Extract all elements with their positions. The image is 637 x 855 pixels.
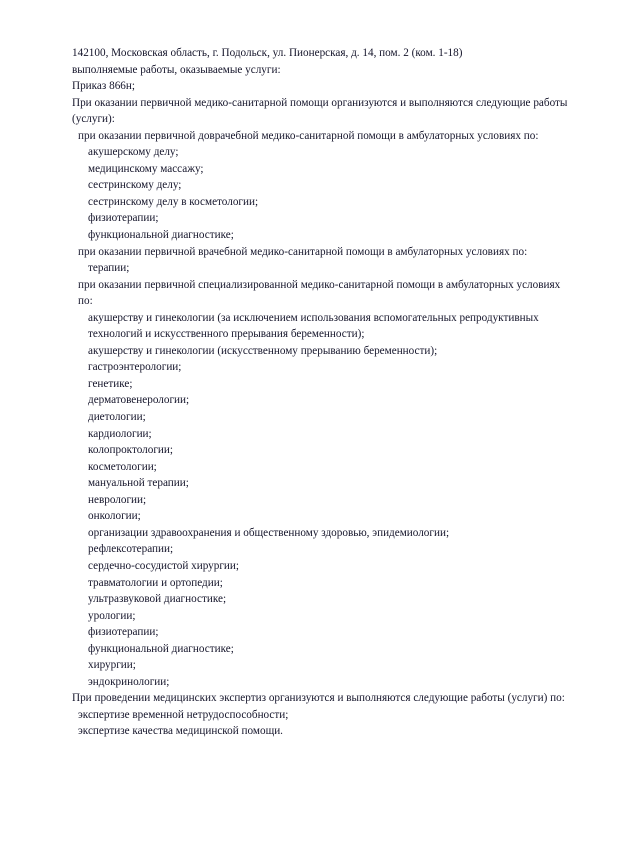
document-text-body bbox=[72, 45, 577, 740]
document-line: экспертизе временной нетрудоспособности; bbox=[78, 708, 289, 721]
document-line: ультразвуковой диагностике; bbox=[88, 593, 227, 606]
document-line: медицинскому массажу; bbox=[88, 162, 204, 175]
document-line: при оказании первичной специализированной медико-санитарной помощи в амбулаторных условиях по: bbox=[78, 278, 561, 308]
document-line: 142100, Московская область, г. Подольск, ул. Пионерская, д. 14, пом. 2 (ком. 1-18) bbox=[72, 47, 463, 59]
document-line: акушерству и гинекологии (за исключением использования вспомогательных репродуктивных технологий и искусственного прерывания беременности); bbox=[88, 311, 539, 341]
document-line: мануальной терапии; bbox=[88, 477, 189, 490]
document-line: урологии; bbox=[88, 609, 136, 622]
document-line: рефлексотерапии; bbox=[88, 543, 174, 556]
document-line: дерматовенерологии; bbox=[88, 394, 190, 407]
document-line: кардиологии; bbox=[88, 427, 152, 440]
document-line: физиотерапии; bbox=[88, 626, 159, 639]
document-line: Приказ 866н; bbox=[72, 80, 135, 93]
document-line: экспертизе качества медицинской помощи. bbox=[78, 725, 283, 738]
document-line: колопроктологии; bbox=[88, 444, 173, 457]
document-line: акушерскому делу; bbox=[88, 146, 179, 159]
document-line: При проведении медицинских экспертиз организуются и выполняются следующие работы (услуги) по: bbox=[72, 692, 565, 705]
document-line: терапии; bbox=[88, 262, 130, 275]
document-line: При оказании первичной медико-санитарной помощи организуются и выполняются следующие работы (услуги): bbox=[72, 96, 568, 126]
document-line: косметологии; bbox=[88, 460, 157, 473]
document-line: диетологии; bbox=[88, 411, 146, 424]
document-line: сестринскому делу в косметологии; bbox=[88, 195, 259, 208]
document-line: онкологии; bbox=[88, 510, 141, 523]
document-line: неврологии; bbox=[88, 493, 147, 506]
document-line: травматологии и ортопедии; bbox=[88, 576, 223, 589]
document-line: акушерству и гинекологии (искусственному прерыванию беременности); bbox=[88, 344, 438, 357]
document-line: гастроэнтерологии; bbox=[88, 361, 182, 374]
document-line: функциональной диагностике; bbox=[88, 229, 234, 242]
document-line: при оказании первичной доврачебной медико-санитарной помощи в амбулаторных условиях по: bbox=[78, 129, 539, 142]
document-line: сестринскому делу; bbox=[88, 179, 182, 192]
document-line: физиотерапии; bbox=[88, 212, 159, 225]
document-line: хирургии; bbox=[88, 659, 136, 672]
document-line: при оказании первичной врачебной медико-санитарной помощи в амбулаторных условиях по: bbox=[78, 245, 528, 258]
document-line: генетике; bbox=[88, 377, 133, 390]
document-line: сердечно-сосудистой хирургии; bbox=[88, 559, 240, 572]
document-line: эндокринологии; bbox=[88, 675, 170, 688]
document-line: организации здравоохранения и общественному здоровью, эпидемиологии; bbox=[88, 526, 450, 539]
document-line: функциональной диагностике; bbox=[88, 642, 234, 655]
document-line: выполняемые работы, оказываемые услуги: bbox=[72, 63, 281, 76]
